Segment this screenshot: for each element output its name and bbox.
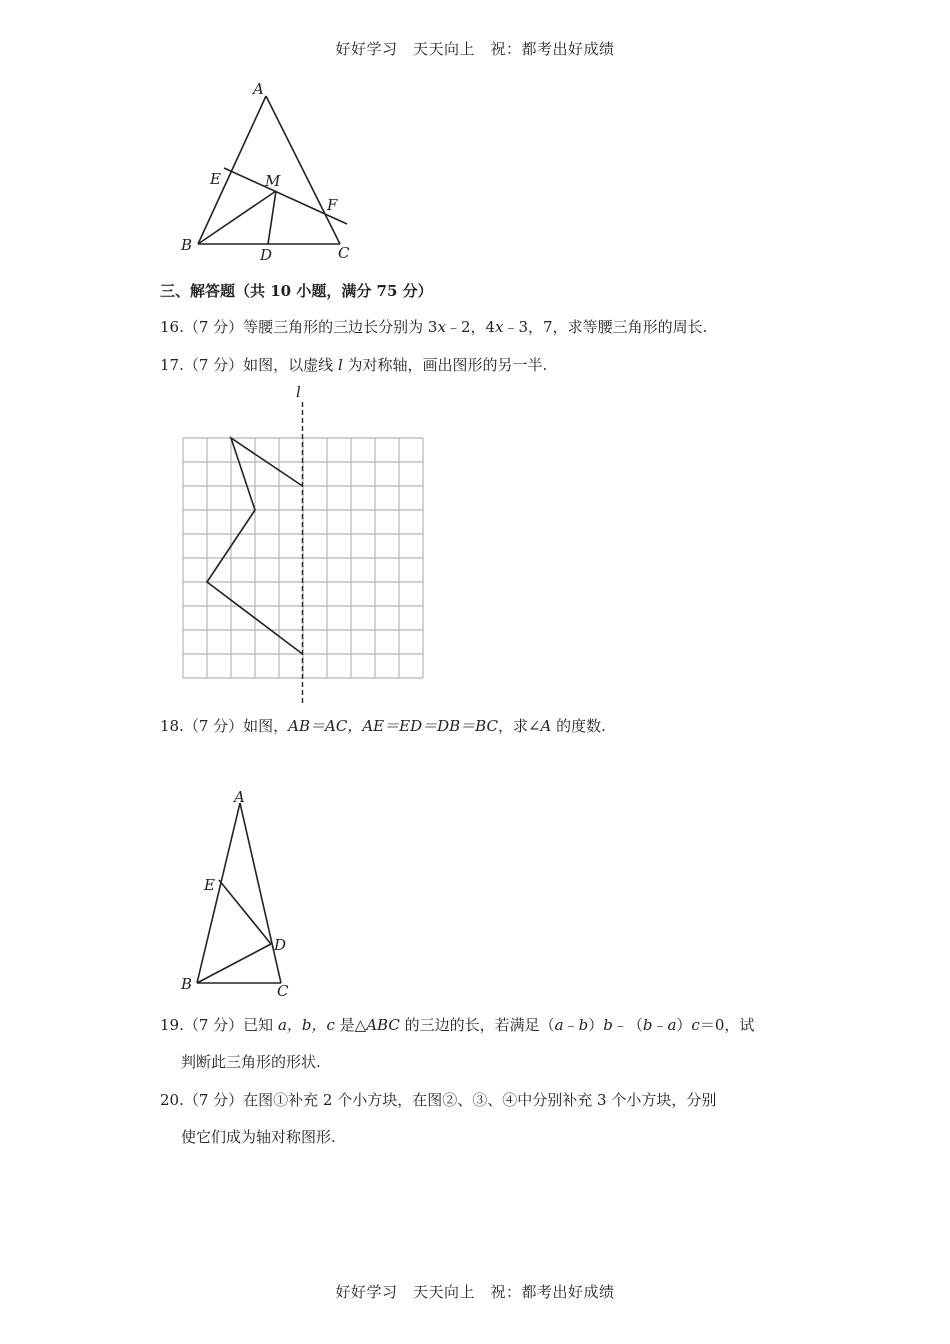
label-m: M — [265, 172, 281, 190]
label-a: A — [253, 80, 264, 98]
segment-md — [268, 191, 276, 244]
label-b: B — [181, 236, 193, 254]
page-header: 好好学习 天天向上 祝：都考出好成绩 — [335, 40, 615, 58]
segment-ed — [219, 880, 271, 944]
section-title: 三、解答题（共 10 小题，满分 75 分） — [160, 282, 433, 300]
question-19-line-1: 19.（7 分）已知 a，b，c 是△ABC 的三边的长，若满足（a﹣b）b﹣（b﹣a）c＝0，试 — [160, 1016, 755, 1034]
symmetry-grid-figure — [0, 380, 950, 710]
page-footer: 好好学习 天天向上 祝：都考出好成绩 — [335, 1283, 615, 1301]
label-b: B — [181, 975, 193, 993]
label-d: D — [274, 936, 287, 954]
axis-label-l: l — [296, 383, 301, 401]
label-c: C — [338, 244, 350, 262]
side-ac — [266, 96, 340, 244]
label-d: D — [260, 246, 273, 264]
label-e: E — [210, 170, 221, 188]
question-20-line-1: 20.（7 分）在图①补充 2 个小方块，在图②、③、④中分别补充 3 个小方块，分别 — [160, 1091, 717, 1109]
question-20-line-2: 使它们成为轴对称图形. — [181, 1128, 336, 1146]
label-e: E — [204, 876, 215, 894]
triangle-figure-1 — [0, 0, 950, 280]
label-c: C — [277, 982, 289, 1000]
question-18: 18.（7 分）如图，AB＝AC，AE＝ED＝DB＝BC，求∠A 的度数. — [160, 717, 606, 735]
segment-bd — [197, 944, 271, 983]
question-17: 17.（7 分）如图，以虚线 l 为对称轴，画出图形的另一半. — [160, 356, 548, 374]
label-a: A — [234, 788, 245, 806]
triangle-figure-3 — [0, 780, 950, 1000]
question-19-line-2: 判断此三角形的形状. — [181, 1053, 321, 1071]
label-f: F — [327, 196, 338, 214]
question-16: 16.（7 分）等腰三角形的三边长分别为 3x﹣2，4x﹣3，7，求等腰三角形的周长. — [160, 318, 708, 336]
side-ac — [240, 803, 281, 983]
